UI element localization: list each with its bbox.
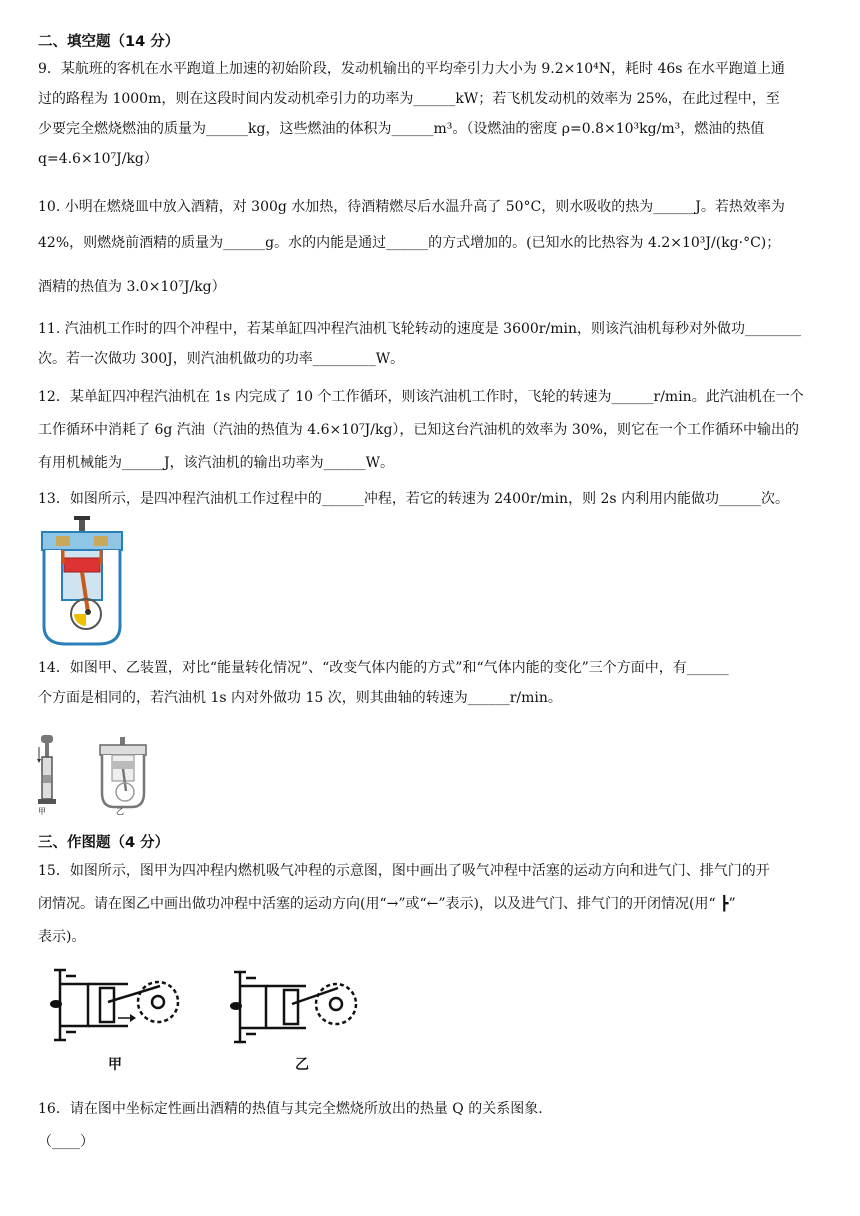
section-heading-drawing: 三、作图题（4 分） xyxy=(38,835,170,851)
question-16-answer-blank[interactable]: （____） xyxy=(38,1134,94,1150)
question-11 xyxy=(38,314,828,374)
question-13 xyxy=(38,484,828,514)
question-16 xyxy=(38,1093,828,1159)
question-15 xyxy=(38,855,828,954)
figure-label-yi: 乙 xyxy=(116,807,124,816)
intake-stroke-diagram-jia xyxy=(40,966,180,1048)
engine-figure-yi xyxy=(98,737,148,809)
question-15-line-3: 表示)。 xyxy=(38,929,86,945)
section-heading-fill-blank: 二、填空题（14 分） xyxy=(38,34,180,50)
question-12-line-2: 工作循环中消耗了 6g 汽油（汽油的热值为 4.6×10⁷J/kg），已知这台汽油机的效率为 30%，则它在一个工作循环中输出的 xyxy=(38,422,799,438)
question-15-line-2: 闭情况。请在图乙中画出做功冲程中活塞的运动方向(用“→”或“←”表示)，以及进气门、排气门的开闭情况(用“ ┣” xyxy=(38,896,736,912)
question-9-line-2: 过的路程为 1000m，则在这段时间内发动机牵引力的功率为______kW；若飞机发动机的效率为 25%，在此过程中，至 xyxy=(38,91,780,107)
question-15-line-1: 15．如图所示，图甲为四冲程内燃机吸气冲程的示意图，图中画出了吸气冲程中活塞的运动方向和进气门、排气门的开 xyxy=(38,863,770,879)
question-10-line-1: 10. 小明在燃烧皿中放入酒精，对 300g 水加热，待酒精燃尽后水温升高了 50°C，则水吸收的热为______J。若热效率为 xyxy=(38,199,785,215)
question-12-line-1: 12．某单缸四冲程汽油机在 1s 内完成了 10 个工作循环，则该汽油机工作时，飞轮的转速为______r/min。此汽油机在一个 xyxy=(38,389,804,405)
question-16-line-1: 16．请在图中坐标定性画出酒精的热值与其完全燃烧所放出的热量 Q 的关系图象. xyxy=(38,1101,543,1117)
figure-label-jia: 甲 xyxy=(38,807,46,816)
question-14 xyxy=(38,653,828,713)
question-9-line-4: q=4.6×10⁷J/kg） xyxy=(38,151,158,167)
engine-stroke-figure xyxy=(36,516,128,646)
power-stroke-diagram-yi xyxy=(222,970,358,1050)
question-12 xyxy=(38,381,828,480)
question-11-line-2: 次。若一次做功 300J，则汽油机做功的功率_________W。 xyxy=(38,351,405,367)
figure-label-jia-15: 甲 xyxy=(108,1057,122,1073)
question-9-line-1: 9．某航班的客机在水平跑道上加速的初始阶段，发动机输出的平均牵引力大小为 9.2×10⁴N，耗时 46s 在水平跑道上通 xyxy=(38,61,785,77)
question-11-line-1: 11. 汽油机工作时的四个冲程中，若某单缸四冲程汽油机飞轮转动的速度是 3600r/min，则该汽油机每秒对外做功________ xyxy=(38,321,801,337)
question-9-line-3: 少要完全燃烧燃油的质量为______kg，这些燃油的体积为______m³。（设燃油的密度 ρ=0.8×10³kg/m³，燃油的热值 xyxy=(38,121,765,137)
question-14-line-1: 14．如图甲、乙装置，对比“能量转化情况”、“改变气体内能的方式”和“气体内能的变化”三个方面中，有______ xyxy=(38,660,729,676)
question-10-line-2: 42%，则燃烧前酒精的质量为______g。水的内能是通过______的方式增加的。(已知水的比热容为 4.2×10³J/(kg·°C)； xyxy=(38,235,781,251)
question-13-line-1: 13．如图所示，是四冲程汽油机工作过程中的______冲程，若它的转速为 2400r/min，则 2s 内利用内能做功______次。 xyxy=(38,491,790,507)
figure-label-yi-15: 乙 xyxy=(295,1057,309,1073)
question-10 xyxy=(38,189,828,305)
question-10-line-3: 酒精的热值为 3.0×10⁷J/kg） xyxy=(38,279,226,295)
question-9 xyxy=(38,54,828,174)
question-12-line-3: 有用机械能为______J，该汽油机的输出功率为______W。 xyxy=(38,455,395,471)
question-14-line-2: 个方面是相同的，若汽油机 1s 内对外做功 15 次，则其曲轴的转速为______r/min。 xyxy=(38,690,562,706)
